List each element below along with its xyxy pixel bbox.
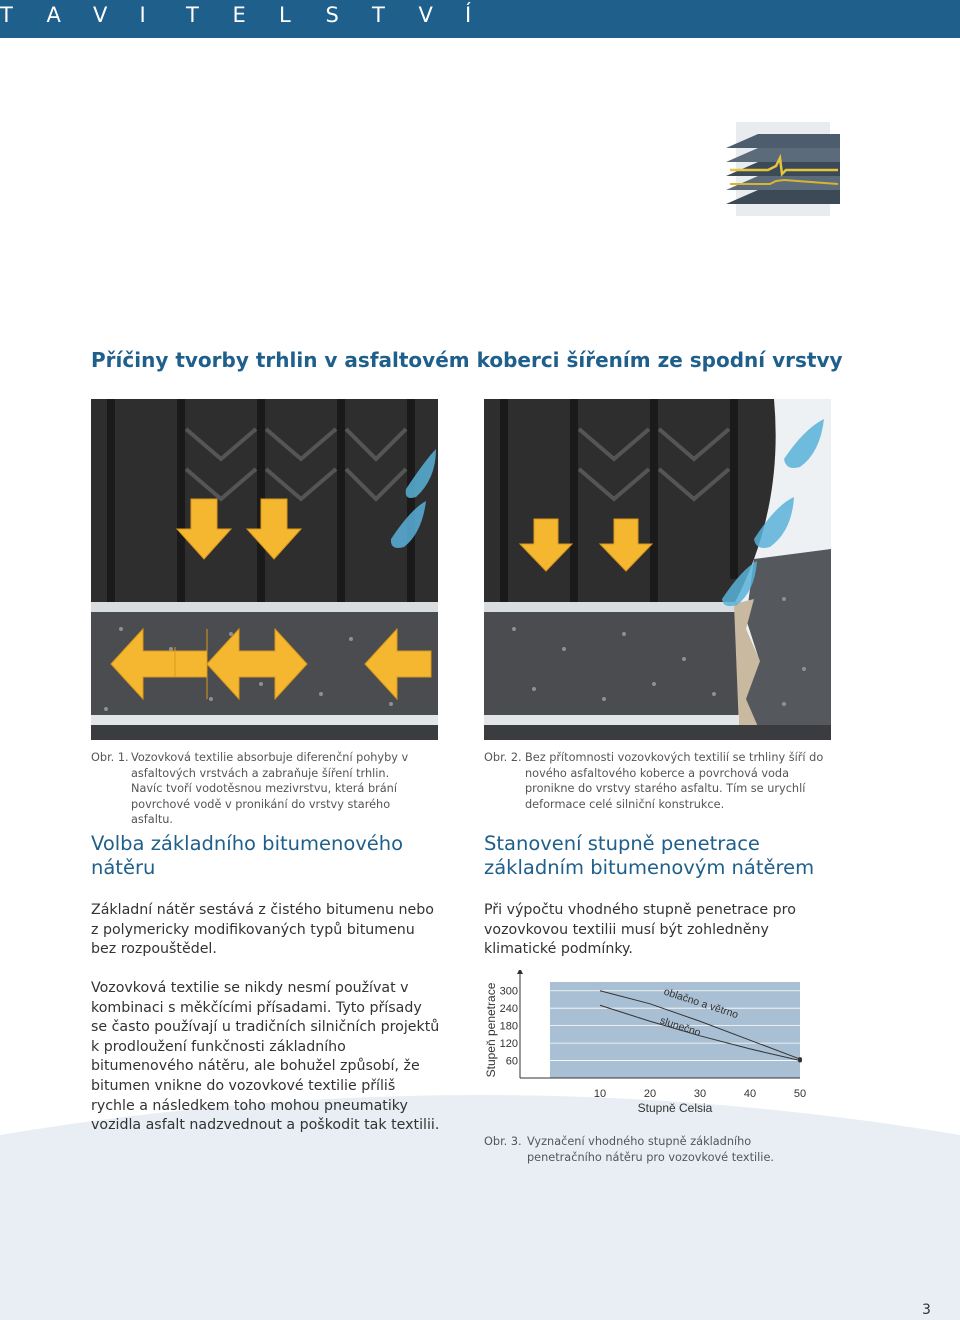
y-axis-arrow [517, 970, 523, 974]
header-letter: V [93, 3, 108, 27]
header-letter: A [46, 3, 61, 27]
chart-svg [480, 970, 810, 1120]
tire-with-textile-image [91, 399, 438, 740]
section-heading: Volba základního bitumenového nátěru [91, 832, 404, 879]
layered-asphalt-crack-icon [718, 118, 848, 226]
header-letter: V [418, 3, 433, 27]
paragraph: Vozovková textilie se nikdy nesmí používat v kombinaci s měkčícími přísadami. Tyto přísady se často používají u tradičních silničních projektů k prodloužení funkčnosti základního bitumenového nátěru, ale bohužel způsobí, že bitumen vnikne do vozovkové textilie příliš rychle a následkem toho mohou pneumatiky vozidla asfalt nadzvednout a poškodit tak textilii. [91, 980, 440, 1134]
x-tick-label: 10 [593, 1088, 607, 1100]
y-tick-label: 240 [499, 1003, 518, 1016]
header-letter: I [139, 3, 146, 27]
x-tick-label: 20 [643, 1088, 657, 1100]
header-title [0, 0, 512, 30]
header-letter: L [279, 3, 291, 27]
y-tick-label: 180 [499, 1020, 518, 1033]
y-axis-label: Stupeň penetrace [484, 982, 498, 1078]
figure-caption-text: Vyznačení vhodného stupně základního penetračního nátěru pro vozovkové textilie. [527, 1135, 774, 1164]
page-title: Příčiny tvorby trhlin v asfaltovém koberci šířením ze spodní vrstvy [91, 348, 843, 372]
paragraph: Základní nátěr sestává z čistého bitumenu nebo z polymericky modifikovaných typů bitumenu bez rozpouštědel. [91, 902, 434, 958]
y-tick-label: 60 [505, 1055, 518, 1068]
header-bar [0, 0, 960, 38]
figure-label: Obr. 1. [91, 751, 129, 764]
x-axis-label: Stupně Celsia [637, 1101, 713, 1115]
header-letter: T [372, 3, 385, 27]
header-letter: S [325, 3, 339, 27]
paragraph: Při výpočtu vhodného stupně penetrace pro vozovkovou textilii musí být zohledněny klimatické podmínky. [484, 902, 796, 958]
penetration-chart [480, 970, 810, 1120]
x-tick-label: 50 [793, 1088, 807, 1100]
header-letter: T [0, 3, 13, 27]
header-letter: Í [465, 3, 472, 27]
header-letter: T [186, 3, 199, 27]
header-letter: E [232, 3, 246, 27]
figure-caption-text: Bez přítomnosti vozovkových textilií se trhliny šíří do nového asfaltového koberce a povrchová voda pronikne do vrstvy starého asfaltu. Tím se urychlí deformace celé silniční konstrukce. [525, 751, 824, 811]
series-label: oblačno a větrno [662, 985, 740, 1022]
figure-label: Obr. 2. [484, 751, 522, 764]
series-endpoint [798, 1059, 802, 1063]
tire-without-textile-image [484, 399, 831, 740]
figure-caption-text: Vozovková textilie absorbuje diferenční pohyby v asfaltových vrstvách a zabraňuje šíření trhlin. Navíc tvoří vodotěsnou mezivrstvu, která brání povrchové vodě v pronikání do vrstvy starého asfaltu. [131, 751, 409, 826]
page-number: 3 [922, 1302, 931, 1318]
figure-label: Obr. 3. [484, 1135, 522, 1148]
x-tick-label: 40 [743, 1088, 757, 1100]
y-tick-label: 120 [499, 1038, 518, 1051]
series-label: slunečno [658, 1014, 703, 1040]
y-tick-label: 300 [499, 985, 518, 998]
section-heading: Stanovení stupně penetrace základním bitumenovým nátěrem [484, 832, 815, 879]
x-tick-label: 30 [693, 1088, 707, 1100]
